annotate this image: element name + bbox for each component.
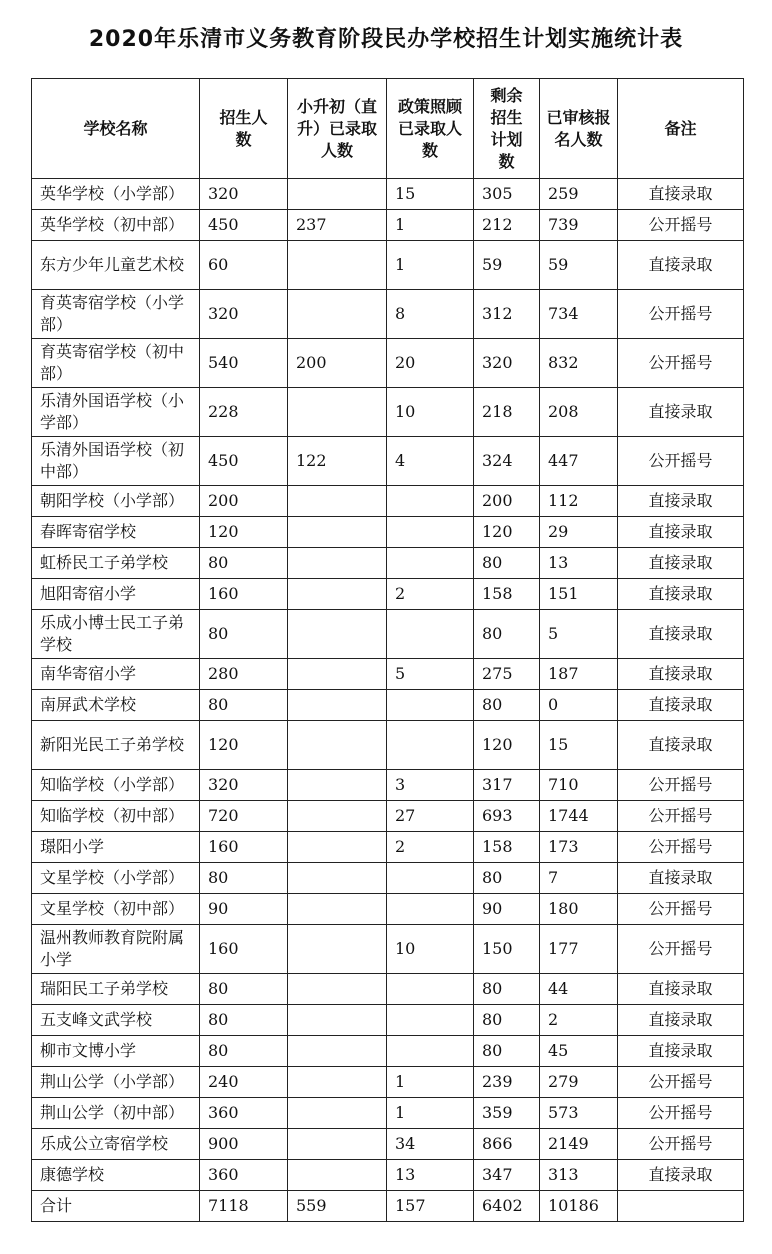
cell-quota: 160 <box>200 832 288 863</box>
cell-school: 南华寄宿小学 <box>32 659 200 690</box>
cell-remaining: 312 <box>474 290 540 339</box>
cell-remark: 公开摇号 <box>618 925 744 974</box>
cell-remaining: 347 <box>474 1160 540 1191</box>
header-quota: 招生人数 <box>200 79 288 179</box>
table-row <box>32 517 744 548</box>
cell-school: 知临学校（初中部） <box>32 801 200 832</box>
cell-school: 合计 <box>32 1191 200 1222</box>
cell-remaining: 218 <box>474 388 540 437</box>
cell-remaining: 80 <box>474 1036 540 1067</box>
cell-school: 南屏武术学校 <box>32 690 200 721</box>
cell-remaining: 150 <box>474 925 540 974</box>
cell-direct <box>288 290 387 339</box>
cell-remark: 直接录取 <box>618 659 744 690</box>
cell-school: 康德学校 <box>32 1160 200 1191</box>
cell-policy: 1 <box>387 241 474 290</box>
cell-remaining: 212 <box>474 210 540 241</box>
table-row <box>32 388 744 437</box>
cell-policy <box>387 486 474 517</box>
cell-reviewed: 29 <box>540 517 618 548</box>
cell-quota: 450 <box>200 437 288 486</box>
cell-policy <box>387 1005 474 1036</box>
cell-direct: 237 <box>288 210 387 241</box>
cell-school: 虹桥民工子弟学校 <box>32 548 200 579</box>
cell-quota: 320 <box>200 290 288 339</box>
cell-remark: 直接录取 <box>618 548 744 579</box>
cell-school: 新阳光民工子弟学校 <box>32 721 200 770</box>
cell-school: 春晖寄宿学校 <box>32 517 200 548</box>
cell-remark: 公开摇号 <box>618 437 744 486</box>
cell-quota: 80 <box>200 548 288 579</box>
cell-reviewed: 173 <box>540 832 618 863</box>
cell-reviewed: 573 <box>540 1098 618 1129</box>
cell-reviewed: 0 <box>540 690 618 721</box>
cell-remark: 直接录取 <box>618 1160 744 1191</box>
cell-direct <box>288 974 387 1005</box>
cell-policy: 20 <box>387 339 474 388</box>
cell-school: 知临学校（小学部） <box>32 770 200 801</box>
cell-direct <box>288 659 387 690</box>
table-row <box>32 179 744 210</box>
cell-remark: 直接录取 <box>618 388 744 437</box>
cell-remaining: 80 <box>474 690 540 721</box>
header-remark: 备注 <box>618 79 744 179</box>
cell-direct <box>288 832 387 863</box>
cell-policy: 34 <box>387 1129 474 1160</box>
cell-school: 东方少年儿童艺术校 <box>32 241 200 290</box>
cell-reviewed: 45 <box>540 1036 618 1067</box>
header-row <box>32 79 744 179</box>
cell-quota: 90 <box>200 894 288 925</box>
cell-remaining: 120 <box>474 721 540 770</box>
cell-school: 荆山公学（初中部） <box>32 1098 200 1129</box>
cell-reviewed: 177 <box>540 925 618 974</box>
cell-policy: 13 <box>387 1160 474 1191</box>
cell-quota: 200 <box>200 486 288 517</box>
cell-reviewed: 10186 <box>540 1191 618 1222</box>
table-row <box>32 925 744 974</box>
cell-direct <box>288 1129 387 1160</box>
table-row <box>32 721 744 770</box>
cell-reviewed: 13 <box>540 548 618 579</box>
table-row <box>32 974 744 1005</box>
cell-reviewed: 59 <box>540 241 618 290</box>
cell-remaining: 80 <box>474 610 540 659</box>
table-row <box>32 210 744 241</box>
cell-quota: 900 <box>200 1129 288 1160</box>
cell-policy <box>387 721 474 770</box>
cell-quota: 360 <box>200 1098 288 1129</box>
cell-remaining: 80 <box>474 974 540 1005</box>
cell-policy: 1 <box>387 1098 474 1129</box>
cell-direct <box>288 925 387 974</box>
cell-remaining: 275 <box>474 659 540 690</box>
table-row <box>32 241 744 290</box>
header-reviewed: 已审核报名人数 <box>540 79 618 179</box>
cell-remark: 公开摇号 <box>618 1129 744 1160</box>
cell-policy <box>387 863 474 894</box>
cell-reviewed: 313 <box>540 1160 618 1191</box>
cell-reviewed: 151 <box>540 579 618 610</box>
cell-remark: 直接录取 <box>618 974 744 1005</box>
cell-remaining: 324 <box>474 437 540 486</box>
cell-direct: 200 <box>288 339 387 388</box>
cell-school: 温州教师教育院附属小学 <box>32 925 200 974</box>
cell-policy: 10 <box>387 388 474 437</box>
cell-school: 五支峰文武学校 <box>32 1005 200 1036</box>
cell-direct <box>288 517 387 548</box>
cell-direct <box>288 894 387 925</box>
table-row <box>32 659 744 690</box>
table-row <box>32 486 744 517</box>
cell-school: 瑞阳民工子弟学校 <box>32 974 200 1005</box>
cell-reviewed: 15 <box>540 721 618 770</box>
header-direct: 小升初（直升）已录取人数 <box>288 79 387 179</box>
cell-remark: 直接录取 <box>618 1005 744 1036</box>
cell-direct <box>288 486 387 517</box>
cell-policy: 1 <box>387 210 474 241</box>
cell-policy: 10 <box>387 925 474 974</box>
table-row <box>32 863 744 894</box>
cell-school: 乐清外国语学校（小学部） <box>32 388 200 437</box>
table-row <box>32 1098 744 1129</box>
cell-remark: 直接录取 <box>618 690 744 721</box>
enrollment-table <box>31 78 744 1222</box>
cell-remark: 直接录取 <box>618 1036 744 1067</box>
cell-quota: 80 <box>200 974 288 1005</box>
cell-quota: 7118 <box>200 1191 288 1222</box>
cell-reviewed: 112 <box>540 486 618 517</box>
table-row <box>32 610 744 659</box>
table-row <box>32 832 744 863</box>
cell-reviewed: 2 <box>540 1005 618 1036</box>
cell-direct: 122 <box>288 437 387 486</box>
cell-policy: 5 <box>387 659 474 690</box>
cell-direct <box>288 1036 387 1067</box>
cell-reviewed: 734 <box>540 290 618 339</box>
cell-reviewed: 5 <box>540 610 618 659</box>
cell-policy: 4 <box>387 437 474 486</box>
total-row <box>32 1191 744 1222</box>
cell-remark <box>618 1191 744 1222</box>
cell-direct <box>288 388 387 437</box>
cell-reviewed: 739 <box>540 210 618 241</box>
cell-school: 旭阳寄宿小学 <box>32 579 200 610</box>
cell-remaining: 80 <box>474 863 540 894</box>
header-remaining: 剩余招生计划数 <box>474 79 540 179</box>
cell-policy <box>387 548 474 579</box>
cell-remaining: 359 <box>474 1098 540 1129</box>
header-policy: 政策照顾 已录取人数 <box>387 79 474 179</box>
cell-quota: 80 <box>200 1036 288 1067</box>
cell-quota: 280 <box>200 659 288 690</box>
cell-direct <box>288 1098 387 1129</box>
cell-policy: 15 <box>387 179 474 210</box>
cell-quota: 450 <box>200 210 288 241</box>
cell-school: 乐成小博士民工子弟学校 <box>32 610 200 659</box>
cell-remark: 公开摇号 <box>618 1067 744 1098</box>
cell-policy <box>387 894 474 925</box>
table-row <box>32 1067 744 1098</box>
cell-reviewed: 208 <box>540 388 618 437</box>
cell-reviewed: 832 <box>540 339 618 388</box>
cell-remaining: 693 <box>474 801 540 832</box>
cell-remark: 公开摇号 <box>618 210 744 241</box>
page-title: 2020年乐清市义务教育阶段民办学校招生计划实施统计表 <box>88 27 684 52</box>
cell-quota: 240 <box>200 1067 288 1098</box>
cell-policy: 2 <box>387 579 474 610</box>
cell-quota: 720 <box>200 801 288 832</box>
cell-school: 乐成公立寄宿学校 <box>32 1129 200 1160</box>
cell-school: 英华学校（初中部） <box>32 210 200 241</box>
table-row <box>32 1129 744 1160</box>
cell-direct <box>288 1160 387 1191</box>
table-row <box>32 339 744 388</box>
cell-remaining: 6402 <box>474 1191 540 1222</box>
cell-remaining: 305 <box>474 179 540 210</box>
cell-remaining: 866 <box>474 1129 540 1160</box>
cell-direct <box>288 579 387 610</box>
cell-quota: 80 <box>200 610 288 659</box>
cell-policy: 27 <box>387 801 474 832</box>
table-row <box>32 1160 744 1191</box>
cell-remaining: 59 <box>474 241 540 290</box>
cell-quota: 540 <box>200 339 288 388</box>
table-row <box>32 1005 744 1036</box>
cell-remark: 公开摇号 <box>618 1098 744 1129</box>
cell-quota: 80 <box>200 863 288 894</box>
cell-direct <box>288 610 387 659</box>
cell-remark: 公开摇号 <box>618 339 744 388</box>
cell-direct <box>288 863 387 894</box>
cell-quota: 160 <box>200 579 288 610</box>
table-row <box>32 290 744 339</box>
cell-policy: 8 <box>387 290 474 339</box>
cell-school: 璟阳小学 <box>32 832 200 863</box>
cell-quota: 360 <box>200 1160 288 1191</box>
table-row <box>32 437 744 486</box>
cell-direct <box>288 721 387 770</box>
cell-direct <box>288 1005 387 1036</box>
cell-remark: 直接录取 <box>618 517 744 548</box>
cell-quota: 320 <box>200 179 288 210</box>
cell-policy <box>387 974 474 1005</box>
table-row <box>32 1036 744 1067</box>
cell-quota: 60 <box>200 241 288 290</box>
cell-remaining: 317 <box>474 770 540 801</box>
cell-remaining: 120 <box>474 517 540 548</box>
cell-remaining: 158 <box>474 579 540 610</box>
cell-direct <box>288 1067 387 1098</box>
cell-policy <box>387 610 474 659</box>
cell-quota: 120 <box>200 721 288 770</box>
cell-school: 文星学校（初中部） <box>32 894 200 925</box>
header-school: 学校名称 <box>32 79 200 179</box>
table-row <box>32 690 744 721</box>
cell-reviewed: 44 <box>540 974 618 1005</box>
cell-remark: 公开摇号 <box>618 832 744 863</box>
cell-direct <box>288 548 387 579</box>
cell-quota: 80 <box>200 690 288 721</box>
cell-quota: 320 <box>200 770 288 801</box>
cell-remaining: 80 <box>474 1005 540 1036</box>
cell-reviewed: 7 <box>540 863 618 894</box>
cell-policy <box>387 1036 474 1067</box>
cell-remark: 直接录取 <box>618 579 744 610</box>
cell-quota: 80 <box>200 1005 288 1036</box>
cell-school: 育英寄宿学校（小学部） <box>32 290 200 339</box>
cell-direct: 559 <box>288 1191 387 1222</box>
cell-school: 荆山公学（小学部） <box>32 1067 200 1098</box>
cell-remark: 公开摇号 <box>618 801 744 832</box>
cell-school: 文星学校（小学部） <box>32 863 200 894</box>
cell-direct <box>288 801 387 832</box>
cell-direct <box>288 241 387 290</box>
cell-remark: 公开摇号 <box>618 894 744 925</box>
cell-policy: 3 <box>387 770 474 801</box>
cell-reviewed: 1744 <box>540 801 618 832</box>
cell-remaining: 80 <box>474 548 540 579</box>
cell-policy: 2 <box>387 832 474 863</box>
cell-remaining: 90 <box>474 894 540 925</box>
cell-quota: 160 <box>200 925 288 974</box>
cell-direct <box>288 690 387 721</box>
cell-remark: 公开摇号 <box>618 290 744 339</box>
cell-direct <box>288 179 387 210</box>
cell-reviewed: 259 <box>540 179 618 210</box>
table-row <box>32 579 744 610</box>
cell-school: 英华学校（小学部） <box>32 179 200 210</box>
cell-school: 柳市文博小学 <box>32 1036 200 1067</box>
cell-school: 朝阳学校（小学部） <box>32 486 200 517</box>
cell-remaining: 200 <box>474 486 540 517</box>
cell-school: 乐清外国语学校（初中部） <box>32 437 200 486</box>
cell-reviewed: 187 <box>540 659 618 690</box>
cell-policy: 1 <box>387 1067 474 1098</box>
cell-remark: 直接录取 <box>618 610 744 659</box>
cell-remark: 直接录取 <box>618 241 744 290</box>
cell-remaining: 239 <box>474 1067 540 1098</box>
cell-reviewed: 447 <box>540 437 618 486</box>
cell-reviewed: 710 <box>540 770 618 801</box>
cell-remark: 直接录取 <box>618 179 744 210</box>
cell-reviewed: 180 <box>540 894 618 925</box>
cell-quota: 120 <box>200 517 288 548</box>
table-row <box>32 894 744 925</box>
cell-remark: 公开摇号 <box>618 770 744 801</box>
table-row <box>32 770 744 801</box>
cell-remaining: 158 <box>474 832 540 863</box>
cell-policy <box>387 517 474 548</box>
cell-quota: 228 <box>200 388 288 437</box>
table-row <box>32 548 744 579</box>
cell-policy: 157 <box>387 1191 474 1222</box>
cell-reviewed: 279 <box>540 1067 618 1098</box>
cell-remark: 直接录取 <box>618 721 744 770</box>
cell-direct <box>288 770 387 801</box>
table-row <box>32 801 744 832</box>
cell-policy <box>387 690 474 721</box>
cell-remaining: 320 <box>474 339 540 388</box>
cell-remark: 直接录取 <box>618 486 744 517</box>
cell-reviewed: 2149 <box>540 1129 618 1160</box>
cell-school: 育英寄宿学校（初中部） <box>32 339 200 388</box>
cell-remark: 直接录取 <box>618 863 744 894</box>
